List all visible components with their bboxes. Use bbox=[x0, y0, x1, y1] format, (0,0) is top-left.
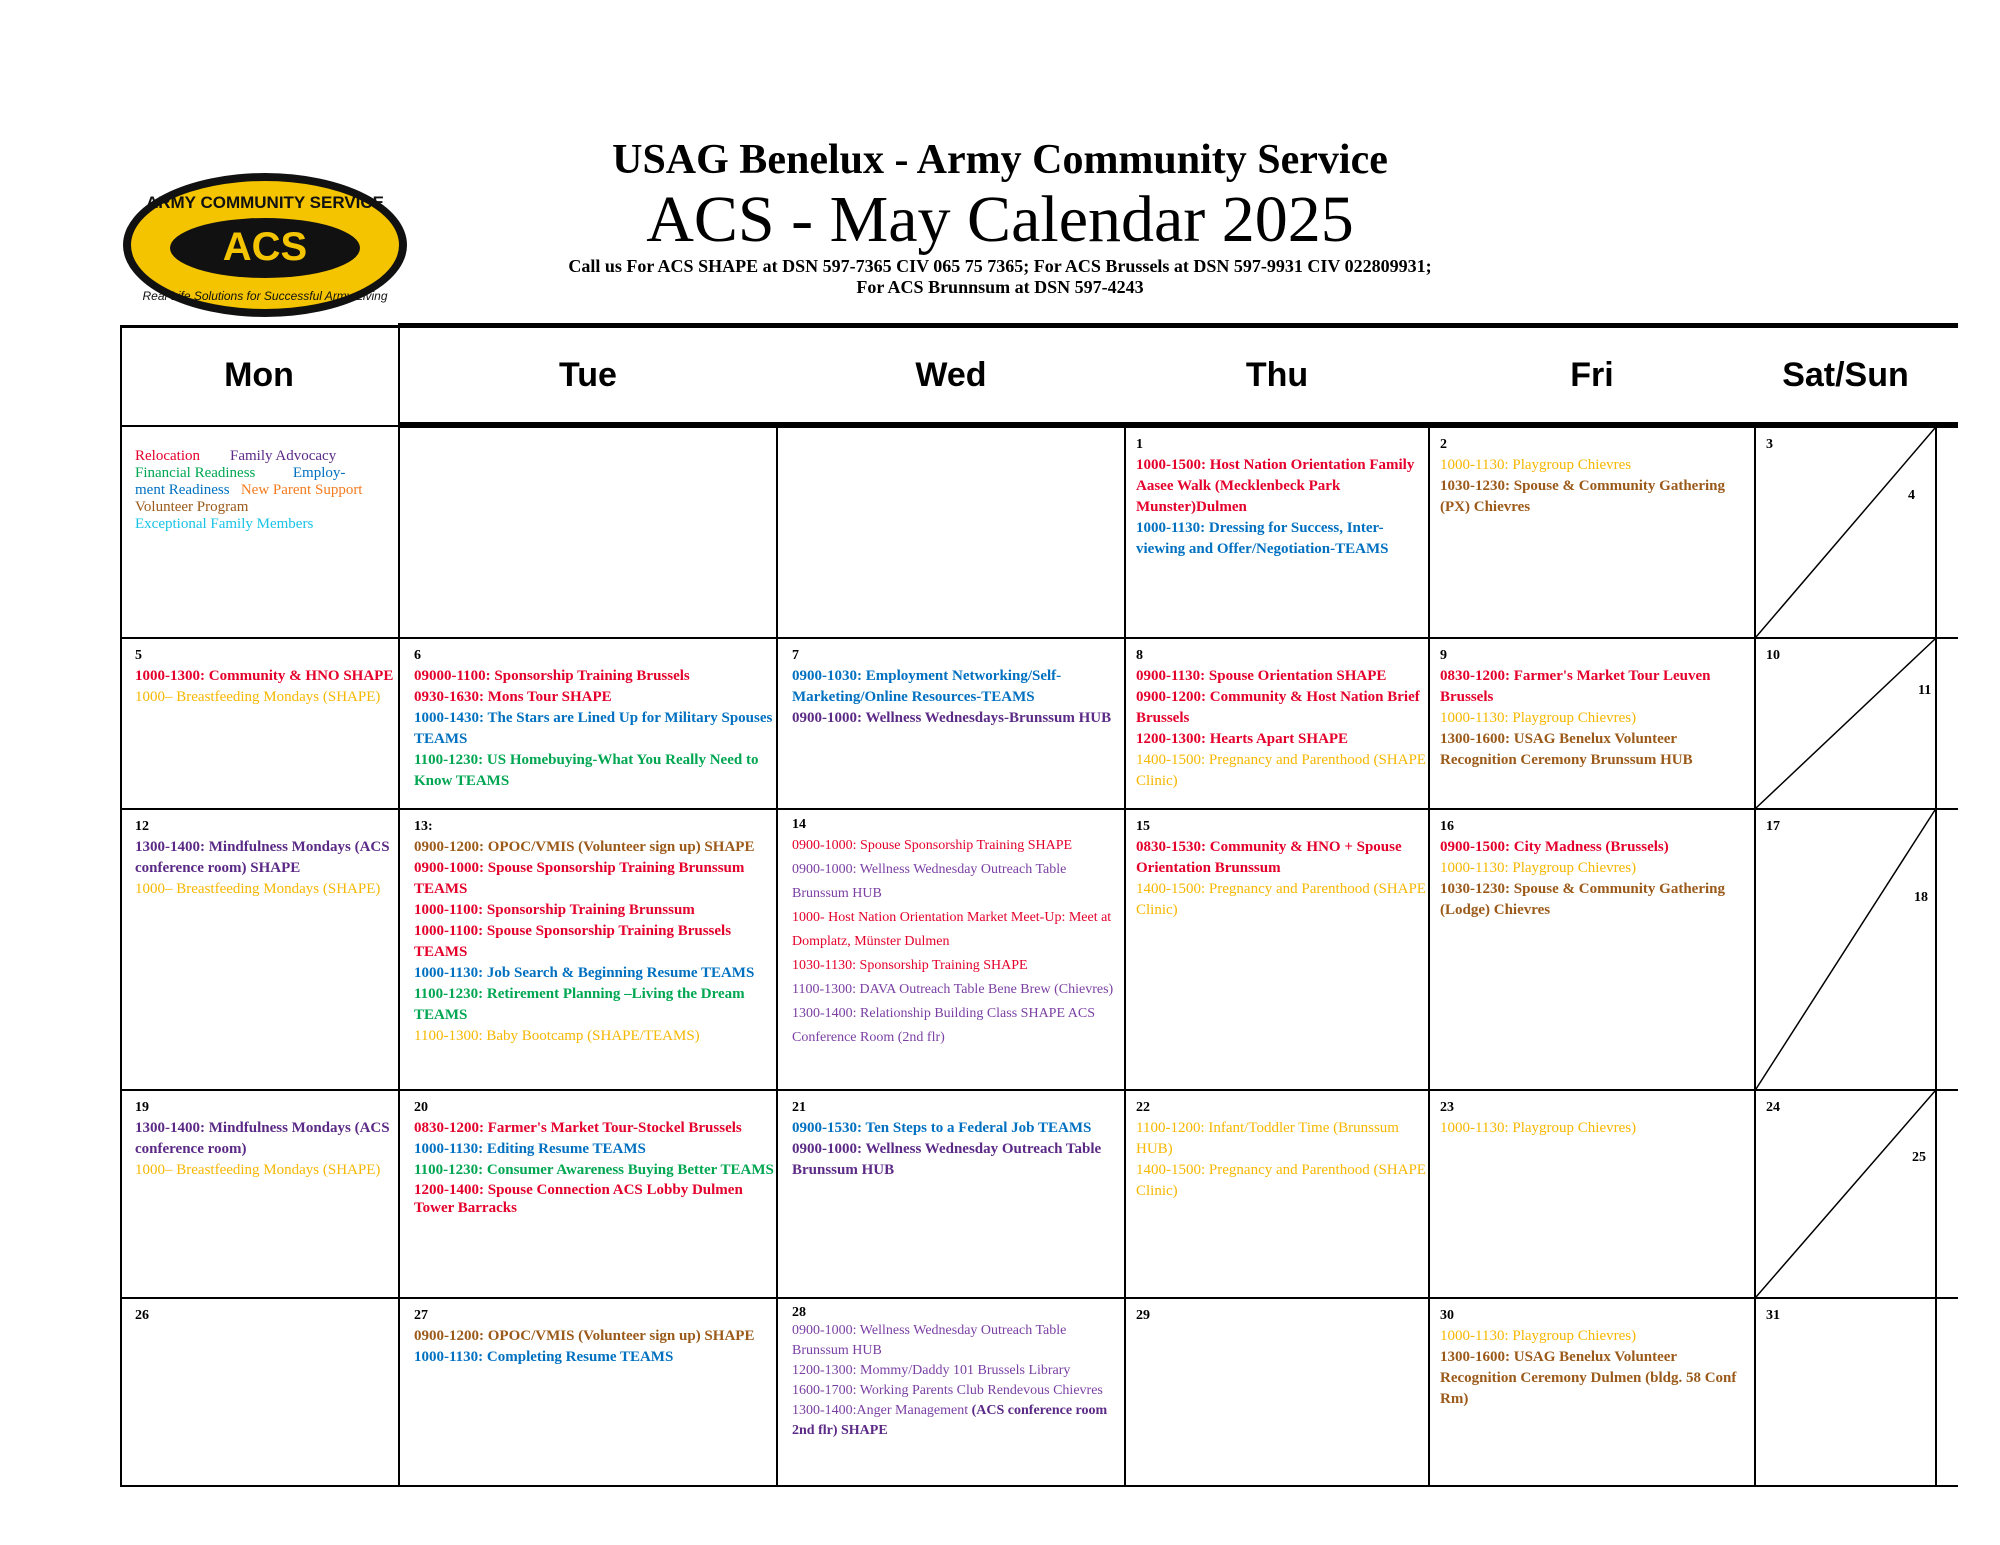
event: 0900-1000: Spouse Sponsorship Training Brunssum TEAMS bbox=[414, 860, 745, 897]
logo-mid-text: ACS bbox=[222, 225, 308, 269]
day-cell-1 bbox=[1136, 434, 1426, 560]
event: 1100-1300: DAVA Outreach Table Bene Brew (Chievres) bbox=[792, 982, 1114, 997]
event: 1000-1130: Playgroup Chievres) bbox=[1440, 1328, 1637, 1344]
event: 0900-1200: OPOC/VMIS (Volunteer sign up) SHAPE bbox=[414, 1328, 755, 1344]
day-number: 20 bbox=[414, 1100, 428, 1115]
day-cell-17 bbox=[1766, 816, 1780, 837]
day-number: 8 bbox=[1136, 648, 1143, 663]
event: 1000– Breastfeeding Mondays (SHAPE) bbox=[135, 881, 381, 897]
day-number: 3 bbox=[1766, 437, 1773, 452]
day-number-4: 4 bbox=[1908, 488, 1915, 503]
day-number: 28 bbox=[792, 1305, 806, 1320]
event: 1000-1130: Completing Resume TEAMS bbox=[414, 1349, 674, 1365]
event: 1600-1700: Working Parents Club Rendevous Chievres bbox=[792, 1383, 1103, 1398]
event: 0900-1030: Employment Networking/Self-Marketing/Online Resources-TEAMS bbox=[792, 668, 1062, 705]
event: 1030-1230: Spouse & Community Gathering (Lodge) Chievres bbox=[1440, 881, 1726, 918]
event: 1000-1430: The Stars are Lined Up for Military Spouses TEAMS bbox=[414, 710, 773, 747]
event: 1100-1200: Infant/Toddler Time (Brunssum HUB) bbox=[1136, 1120, 1399, 1157]
day-number: 29 bbox=[1136, 1308, 1150, 1323]
day-number-25: 25 bbox=[1912, 1150, 1926, 1165]
legend-volunteer: Volunteer Program bbox=[135, 499, 249, 515]
day-cell-15 bbox=[1136, 816, 1426, 921]
day-cell-22 bbox=[1136, 1097, 1426, 1202]
day-cell-5 bbox=[135, 645, 395, 708]
event: 1000– Breastfeeding Mondays (SHAPE) bbox=[135, 689, 381, 705]
day-number: 23 bbox=[1440, 1100, 1454, 1115]
event: 0900-1500: City Madness (Brussels) bbox=[1440, 839, 1669, 855]
event: 0900-1000: Wellness Wednesdays-Brunssum HUB bbox=[792, 710, 1112, 726]
day-number: 16 bbox=[1440, 819, 1454, 834]
day-number: 19 bbox=[135, 1100, 149, 1115]
legend-new-parent: New Parent Support bbox=[240, 482, 363, 498]
event: 0900-1200: Community & Host Nation Brief Brussels bbox=[1136, 689, 1420, 726]
logo-top-text: ARMY COMMUNITY SERVICE bbox=[145, 193, 385, 212]
event: 1400-1500: Pregnancy and Parenthood (SHAPE Clinic) bbox=[1136, 752, 1426, 789]
event: 1200-1400: Spouse Connection ACS Lobby Dulmen Tower Barracks bbox=[414, 1182, 743, 1216]
event: 1000-1130: Editing Resume TEAMS bbox=[414, 1141, 646, 1157]
event: 0900-1000: Spouse Sponsorship Training SHAPE bbox=[792, 838, 1073, 853]
event: 1400-1500: Pregnancy and Parenthood (SHAPE Clinic) bbox=[1136, 881, 1426, 918]
day-number: 30 bbox=[1440, 1308, 1454, 1323]
legend bbox=[135, 448, 395, 533]
event: 09000-1100: Sponsorship Training Brussels bbox=[414, 668, 690, 684]
day-cell-13 bbox=[414, 816, 776, 1047]
day-header-fri: Fri bbox=[1570, 356, 1614, 394]
event: 0930-1630: Mons Tour SHAPE bbox=[414, 689, 612, 705]
legend-employment-cont: ment Readiness bbox=[135, 482, 230, 498]
contact-line-1: Call us For ACS SHAPE at DSN 597-7365 CIV 065 75 7365; For ACS Brussels at DSN 597-9931 CIV 022809931; bbox=[568, 256, 1432, 276]
event: 1000-1130: Dressing for Success, Inter-viewing and Offer/Negotiation-TEAMS bbox=[1136, 520, 1389, 557]
event: 0900-1530: Ten Steps to a Federal Job TEAMS bbox=[792, 1120, 1092, 1136]
day-number: 24 bbox=[1766, 1100, 1780, 1115]
day-cell-26 bbox=[135, 1305, 149, 1326]
event: 1030-1230: Spouse & Community Gathering (PX) Chievres bbox=[1440, 478, 1726, 515]
event: 1100-1230: US Homebuying-What You Really Need to Know TEAMS bbox=[414, 752, 759, 789]
day-header-mon: Mon bbox=[224, 356, 294, 394]
logo-bottom-text: Real-Life Solutions for Successful Army Living bbox=[142, 289, 388, 303]
day-number: 17 bbox=[1766, 819, 1780, 834]
event: 1300-1600: USAG Benelux Volunteer Recognition Ceremony Dulmen (bldg. 58 Conf Rm) bbox=[1440, 1349, 1737, 1407]
day-header-thu: Thu bbox=[1245, 356, 1309, 394]
day-cell-23 bbox=[1440, 1097, 1752, 1139]
legend-efm: Exceptional Family Members bbox=[135, 516, 314, 532]
event: 0830-1200: Farmer's Market Tour-Stockel Brussels bbox=[414, 1120, 742, 1136]
event: 0900-1000: Wellness Wednesday Outreach Table Brunssum HUB bbox=[792, 1323, 1067, 1358]
day-number: 6 bbox=[414, 648, 421, 663]
day-number: 7 bbox=[792, 648, 799, 663]
event: 0830-1530: Community & HNO + Spouse Orientation Brunssum bbox=[1136, 839, 1402, 876]
day-cell-21 bbox=[792, 1097, 1122, 1181]
event: 1000-1300: Community & HNO SHAPE bbox=[135, 668, 394, 684]
day-number: 14 bbox=[792, 817, 806, 832]
day-cell-24 bbox=[1766, 1097, 1780, 1118]
event: 0830-1200: Farmer's Market Tour Leuven Brussels bbox=[1440, 668, 1711, 705]
calendar-title: ACS - May Calendar 2025 bbox=[646, 183, 1354, 256]
day-cell-31 bbox=[1766, 1305, 1780, 1326]
event: 1000-1100: Spouse Sponsorship Training Brussels TEAMS bbox=[414, 923, 732, 960]
contact-line-2: For ACS Brunnsum at DSN 597-4243 bbox=[856, 277, 1144, 297]
day-number: 1 bbox=[1136, 437, 1143, 452]
day-cell-8 bbox=[1136, 645, 1426, 792]
event: 1300-1400:Anger Management (ACS conference room 2nd flr) SHAPE bbox=[792, 1403, 1108, 1438]
day-number: 5 bbox=[135, 648, 142, 663]
day-number: 27 bbox=[414, 1308, 428, 1323]
event: 1300-1600: USAG Benelux Volunteer Recognition Ceremony Brunssum HUB bbox=[1440, 731, 1693, 768]
legend-family-advocacy: Family Advocacy bbox=[229, 448, 337, 464]
day-header-satsun: Sat/Sun bbox=[1782, 356, 1909, 394]
day-cell-14 bbox=[792, 816, 1122, 1050]
event: 1300-1400: Relationship Building Class SHAPE ACS Conference Room (2nd flr) bbox=[792, 1006, 1095, 1045]
event: 1000-1130: Playgroup Chievres) bbox=[1440, 710, 1637, 726]
event: 1030-1130: Sponsorship Training SHAPE bbox=[792, 958, 1028, 973]
day-cell-12 bbox=[135, 816, 395, 900]
day-number: 12 bbox=[135, 819, 149, 834]
legend-relocation: Relocation bbox=[135, 448, 200, 464]
day-cell-6 bbox=[414, 645, 774, 792]
event: 1100-1230: Consumer Awareness Buying Better TEAMS bbox=[414, 1162, 774, 1178]
event: 1000-1130: Job Search & Beginning Resume TEAMS bbox=[414, 965, 755, 981]
event: 1300-1400: Mindfulness Mondays (ACS conference room) SHAPE bbox=[135, 839, 390, 876]
day-cell-9 bbox=[1440, 645, 1752, 771]
day-number: 13: bbox=[414, 819, 433, 834]
org-title: USAG Benelux - Army Community Service bbox=[612, 137, 1388, 183]
event: 1000-1130: Playgroup Chievres) bbox=[1440, 860, 1637, 876]
event: 1000- Host Nation Orientation Market Meet-Up: Meet at Domplatz, Münster Dulmen bbox=[792, 910, 1112, 949]
day-cell-10 bbox=[1766, 645, 1780, 666]
day-cell-27 bbox=[414, 1305, 776, 1368]
event: 1000-1130: Playgroup Chievres) bbox=[1440, 1120, 1637, 1136]
day-cell-3 bbox=[1766, 434, 1773, 455]
day-number-11: 11 bbox=[1918, 683, 1932, 698]
event: 1100-1230: Retirement Planning –Living the Dream TEAMS bbox=[414, 986, 745, 1023]
day-cell-19 bbox=[135, 1097, 395, 1181]
day-number: 31 bbox=[1766, 1308, 1780, 1323]
event: 1200-1300: Hearts Apart SHAPE bbox=[1136, 731, 1349, 747]
day-header-tue: Tue bbox=[559, 356, 617, 394]
day-cell-20 bbox=[414, 1097, 774, 1217]
day-header-wed: Wed bbox=[915, 356, 987, 394]
day-cell-7 bbox=[792, 645, 1122, 729]
day-cell-30 bbox=[1440, 1305, 1752, 1410]
event: 1400-1500: Pregnancy and Parenthood (SHAPE Clinic) bbox=[1136, 1162, 1426, 1199]
legend-financial: Financial Readiness bbox=[135, 465, 256, 481]
event: 0900-1130: Spouse Orientation SHAPE bbox=[1136, 668, 1387, 684]
day-number: 15 bbox=[1136, 819, 1150, 834]
day-number-18: 18 bbox=[1914, 890, 1928, 905]
event: 1000-1100: Sponsorship Training Brunssum bbox=[414, 902, 695, 918]
day-number: 22 bbox=[1136, 1100, 1150, 1115]
event: 1300-1400: Mindfulness Mondays (ACS conference room) bbox=[135, 1120, 390, 1157]
event: 1200-1300: Mommy/Daddy 101 Brussels Library bbox=[792, 1363, 1071, 1378]
legend-employment: Employ- bbox=[292, 465, 346, 481]
day-number: 21 bbox=[792, 1100, 806, 1115]
event: 1100-1300: Baby Bootcamp (SHAPE/TEAMS) bbox=[414, 1028, 700, 1044]
day-cell-2 bbox=[1440, 434, 1752, 518]
day-number: 2 bbox=[1440, 437, 1447, 452]
event: 1000– Breastfeeding Mondays (SHAPE) bbox=[135, 1162, 381, 1178]
day-number: 26 bbox=[135, 1308, 149, 1323]
day-cell-16 bbox=[1440, 816, 1752, 921]
event: 1000-1130: Playgroup Chievres bbox=[1440, 457, 1632, 473]
day-cell-28 bbox=[792, 1305, 1122, 1441]
event: 0900-1000: Wellness Wednesday Outreach Table Brunssum HUB bbox=[792, 1141, 1102, 1178]
day-number: 10 bbox=[1766, 648, 1780, 663]
day-number: 9 bbox=[1440, 648, 1447, 663]
event: 0900-1200: OPOC/VMIS (Volunteer sign up) SHAPE bbox=[414, 839, 755, 855]
event: 0900-1000: Wellness Wednesday Outreach Table Brunssum HUB bbox=[792, 862, 1067, 901]
day-cell-29 bbox=[1136, 1305, 1150, 1326]
event: 1000-1500: Host Nation Orientation Family Aasee Walk (Mecklenbeck Park Munster)Dulmen bbox=[1136, 457, 1415, 515]
